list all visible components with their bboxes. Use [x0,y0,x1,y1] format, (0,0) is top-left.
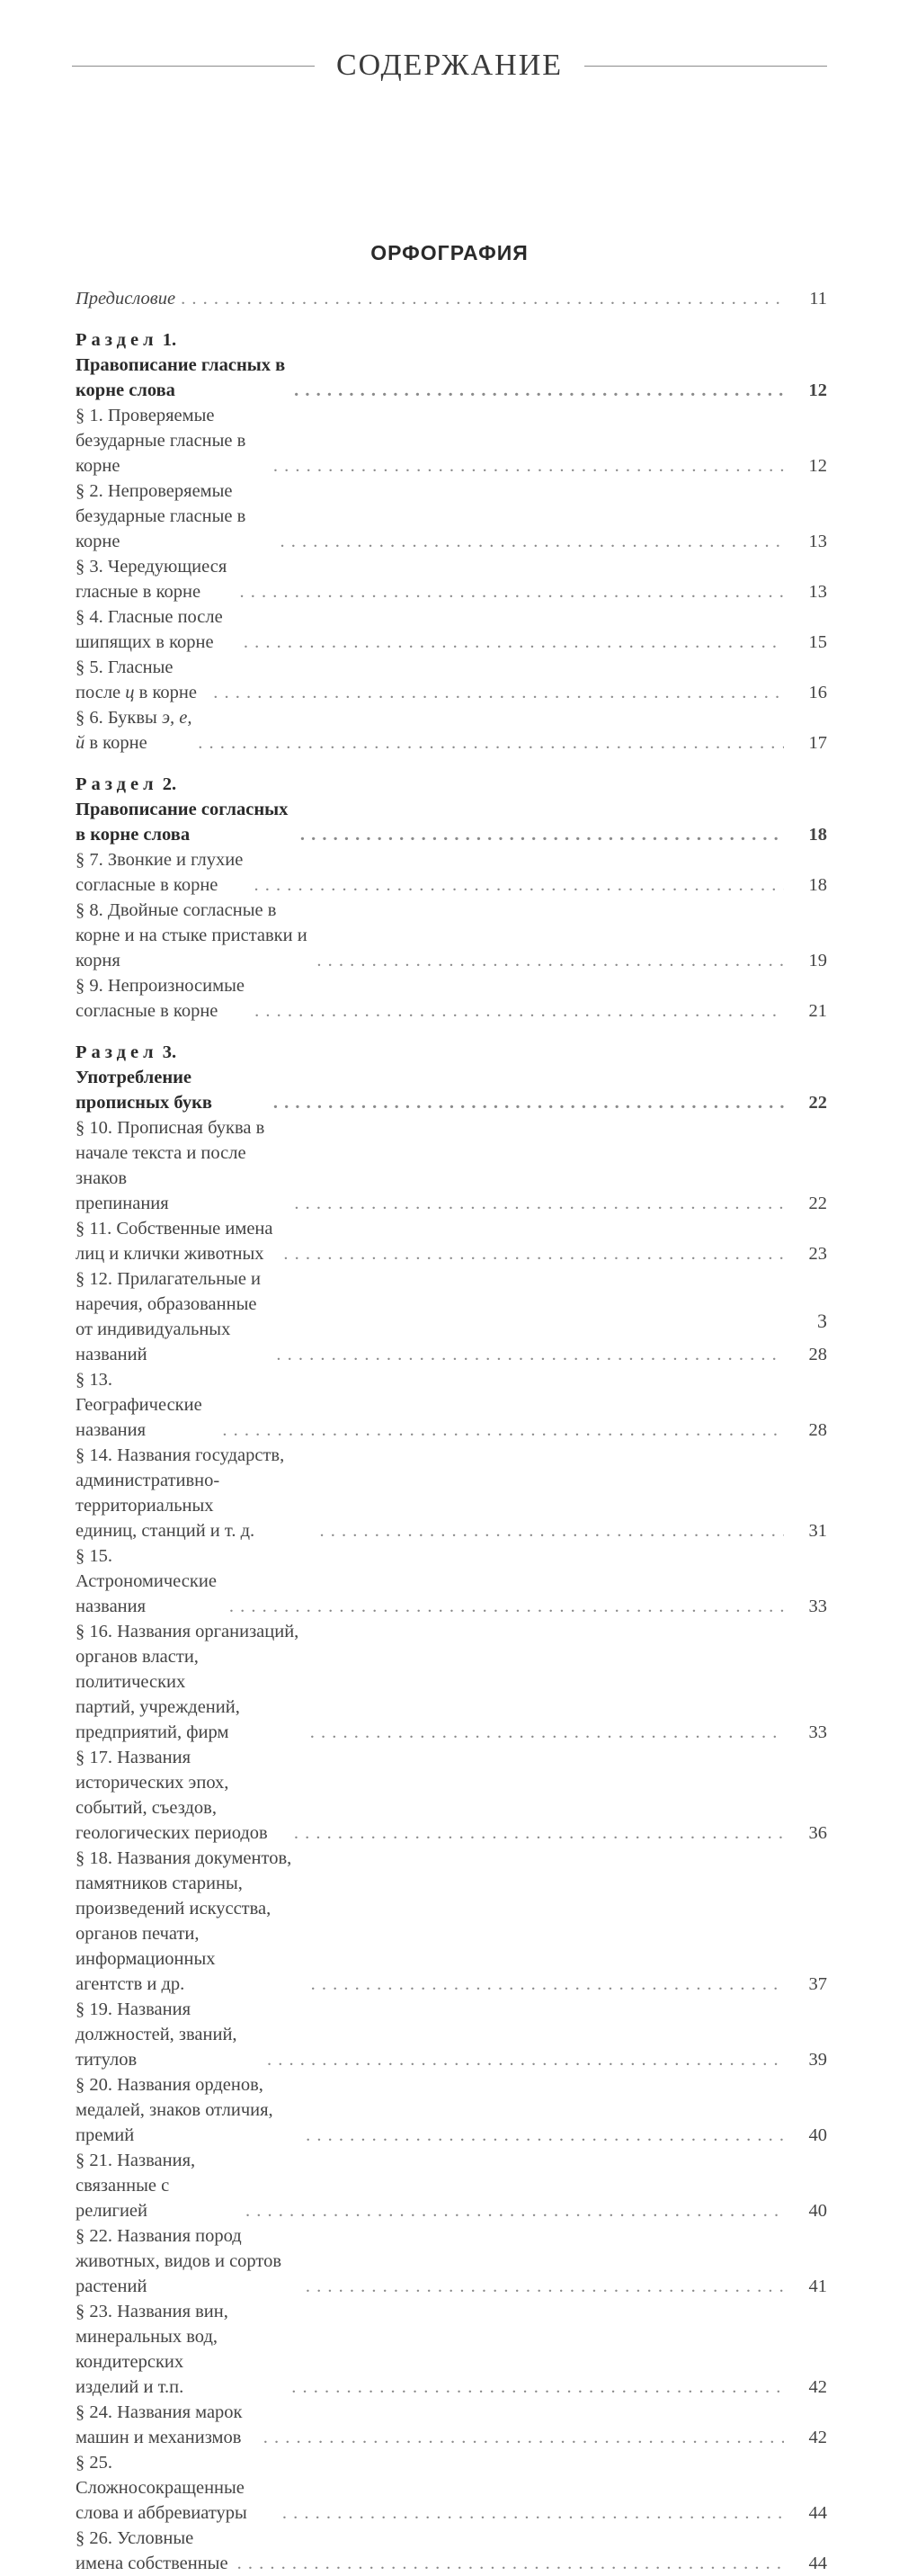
toc-entry-line: § 17. Названия исторических эпох, событий, съездов, [76,1748,229,1818]
toc-entry-text: в корне [134,683,197,702]
toc-entry-line: § 12. Прилагательные и наречия, образованные [76,1269,262,1314]
toc-entry-text: § 25. Сложносокращенные слова и аббревиатуры [76,2453,247,2523]
dot-leader [268,453,784,479]
toc-entry-text: § 22. Названия пород животных, видов и сортов растений [76,2226,282,2296]
toc-entry[interactable] [76,403,827,479]
toc-page-number: 16 [808,683,827,702]
toc-entry-line: § 10. Прописная буква в начале текста и после знаков [76,1118,265,1188]
dot-leader [224,1594,784,1619]
toc-entry-line: партий, учреждений, предприятий, фирм [76,1697,240,1742]
toc-entry[interactable] [76,847,827,898]
toc-entry-line: агентств и др. [76,1974,185,1994]
header-rule-right [584,66,827,67]
toc-page-number: 13 [808,582,827,602]
toc-page-number: 42 [808,2377,827,2397]
dot-leader [268,1090,784,1115]
dot-leader [300,2123,784,2148]
toc-section-2[interactable] [76,772,827,847]
toc-page-number: 40 [808,2125,827,2145]
section-title: 3. Употребление прописных букв [76,1042,212,1113]
part-title: ОРФОГРАФИЯ [370,241,529,264]
toc-entry[interactable] [76,1543,827,1619]
dot-leader [289,1820,784,1846]
toc-page-number: 44 [808,2554,827,2573]
toc-entry[interactable] [76,604,827,655]
toc-entry[interactable] [76,479,827,554]
dot-leader [295,822,784,847]
dot-leader [217,1418,784,1443]
toc-page-number: 37 [808,1974,827,1994]
toc-entry-text: § 15. Астрономические названия [76,1546,217,1616]
toc-entry-text: в корне [85,733,147,753]
toc-page-number: 18 [808,825,827,845]
dot-leader [286,2375,784,2400]
toc-entry[interactable] [76,898,827,973]
toc-entry[interactable] [76,973,827,1024]
toc-page-number: 40 [808,2201,827,2221]
header-rule-left [72,66,315,67]
toc-page-number: 21 [808,1001,827,1021]
toc-entry-line: § 18. Названия документов, памятников старины, [76,1848,292,1893]
toc-entry-text: § 2. Непроверяемые безударные гласные в корне [76,481,246,551]
dot-leader [271,1342,784,1367]
toc-entry[interactable] [76,1115,827,1216]
dot-leader [277,2500,784,2526]
section-word: Раздел [76,1042,158,1062]
dot-leader [278,1241,784,1266]
dot-leader [289,378,784,403]
toc-entry-text: § 6. Буквы [76,708,162,728]
toc-entry[interactable] [76,705,827,756]
dot-leader [248,872,784,898]
toc-entry[interactable] [76,1846,827,1997]
italic-letters: э, е, й [76,708,192,753]
toc-entry-line: § 16. Названия организаций, органов власти, политических [76,1622,299,1692]
toc-entry-text: § 20. Названия орденов, медалей, знаков отличия, премий [76,2075,273,2145]
toc-entry-line: геологических периодов [76,1823,268,1843]
toc-entry-line: произведений искусства, органов печати, информационных [76,1899,271,1969]
section-word: Раздел [76,774,158,794]
toc-page-number: 11 [809,289,827,309]
table-of-contents [76,286,827,2576]
dot-leader [240,2198,784,2223]
page-title: СОДЕРЖАНИЕ [335,49,564,82]
dot-leader [235,579,785,604]
toc-entry-text: § 4. Гласные после шипящих в корне [76,607,223,652]
toc-entry-text: § 13. Географические названия [76,1370,202,1440]
toc-page-number: 36 [808,1823,827,1843]
toc-entry[interactable] [76,1443,827,1543]
toc-page-number: 19 [808,951,827,970]
toc-entry-text: § 1. Проверяемые безударные гласные в корне [76,406,246,476]
toc-entry-text: § 3. Чередующиеся гласные в корне [76,557,227,602]
toc-entry-text: § 11. Собственные имена лиц и клички животных [76,1219,273,1264]
toc-entry-text: § 21. Названия, связанные с религией [76,2151,196,2221]
toc-page-number: 41 [808,2276,827,2296]
toc-entry-text: § 24. Названия марок машин и механизмов [76,2402,243,2447]
toc-entry-line: единиц, станций и т. д. [76,1521,255,1541]
toc-page-number: 12 [808,380,827,400]
toc-entry-preface[interactable] [76,286,827,311]
toc-page-number: 23 [808,1244,827,1264]
dot-leader [232,2551,784,2576]
toc-entry[interactable] [76,1745,827,1846]
toc-page-number: 18 [808,875,827,895]
toc-page-number: 13 [808,532,827,551]
toc-entry[interactable] [76,2526,827,2576]
toc-section-1[interactable] [76,327,827,403]
toc-entry[interactable] [76,1997,827,2072]
dot-leader [238,630,784,655]
dot-leader [208,680,784,705]
toc-page-number: 39 [808,2050,827,2070]
toc-entry-text: § 19. Названия должностей, званий, титулов [76,1999,237,2070]
toc-page-number: 28 [808,1345,827,1364]
toc-entry[interactable] [76,554,827,604]
dot-leader [262,2047,784,2072]
toc-entry-text: § 5. Гласные после [76,657,174,702]
section-word: Раздел [76,330,158,350]
dot-leader [300,2274,784,2299]
toc-entry-text: § 9. Непроизносимые согласные в корне [76,976,245,1021]
toc-section-3[interactable] [76,1040,827,1115]
toc-page-number: 12 [808,456,827,476]
page-number: 3 [817,1310,827,1332]
dot-leader [315,1518,784,1543]
page-header [0,43,899,88]
toc-entry-line: от индивидуальных названий [76,1319,231,1364]
dot-leader [275,529,785,554]
toc-entry-text: Предисловие [76,289,176,309]
toc-entry[interactable] [76,1266,827,1367]
toc-entry[interactable] [76,2072,827,2148]
toc-entry[interactable] [76,655,827,705]
italic-letter: ц [125,683,135,702]
section-title: 1. Правописание гласных в корне слова [76,330,286,400]
toc-entry-text: § 8. Двойные согласные в корне и на стыке приставки и корня [76,900,307,970]
toc-page-number: 33 [808,1722,827,1742]
toc-entry-text: § 26. Условные имена собственные [76,2528,228,2573]
dot-leader [311,948,784,973]
dot-leader [306,1972,784,1997]
toc-page-number: 22 [808,1093,827,1113]
toc-page-number: 28 [808,1420,827,1440]
toc-entry[interactable] [76,2148,827,2223]
toc-entry[interactable] [76,1216,827,1266]
toc-page-number: 33 [808,1597,827,1616]
toc-entry-line: изделий и т.п. [76,2377,184,2397]
toc-entry-line: препинания [76,1194,169,1213]
dot-leader [249,998,784,1024]
toc-entry[interactable] [76,2223,827,2299]
dot-leader [305,1720,784,1745]
toc-page-number: 44 [808,2503,827,2523]
toc-page-number: 31 [808,1521,827,1541]
toc-entry[interactable] [76,2299,827,2400]
toc-page-number: 15 [808,632,827,652]
toc-entry[interactable] [76,2400,827,2450]
toc-entry[interactable] [76,1367,827,1443]
dot-leader [289,1191,784,1216]
toc-entry-text: § 7. Звонкие и глухие согласные в корне [76,850,244,895]
dot-leader [192,730,784,756]
toc-page-number: 42 [808,2428,827,2447]
toc-entry[interactable] [76,1619,827,1745]
dot-leader [258,2425,784,2450]
section-title: 2. Правописание согласных в корне слова [76,774,289,845]
dot-leader [175,286,784,311]
toc-entry-line: § 23. Названия вин, минеральных вод, кондитерских [76,2302,228,2372]
toc-page-number: 17 [808,733,827,753]
toc-entry-line: § 14. Названия государств, административно-территориальных [76,1445,285,1516]
toc-page-number: 22 [808,1194,827,1213]
toc-entry[interactable] [76,2450,827,2526]
